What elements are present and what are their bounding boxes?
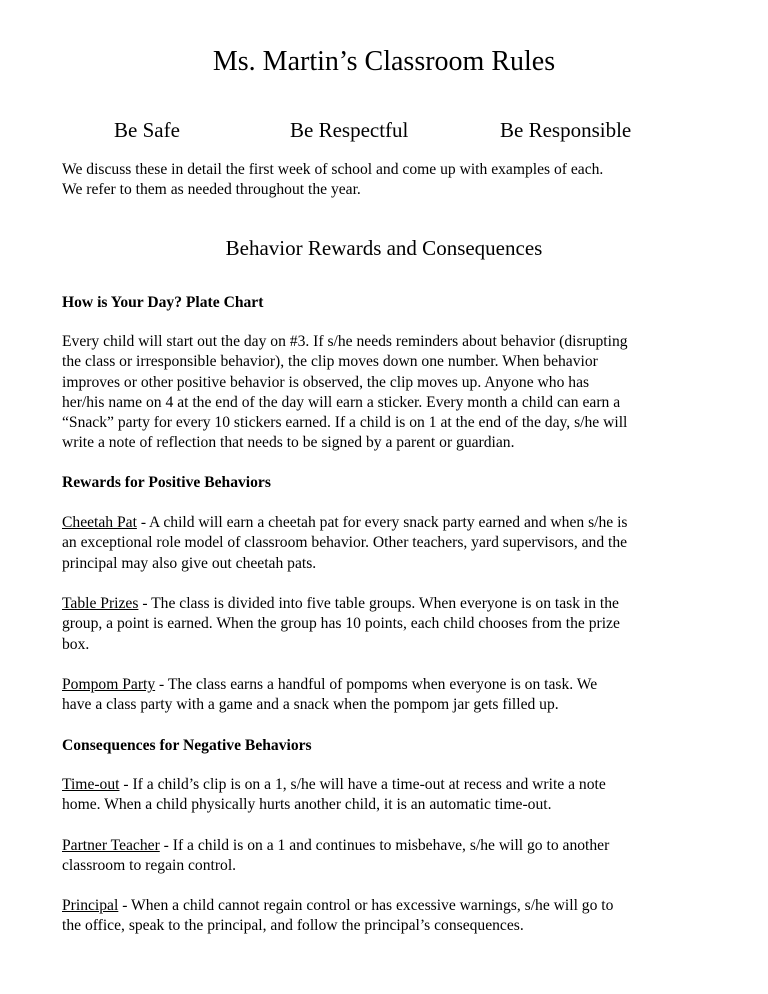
paragraph-line: classroom to regain control.	[62, 857, 237, 875]
plate-chart-heading: How is Your Day? Plate Chart	[62, 294, 264, 311]
section-title: Behavior Rewards and Consequences	[225, 236, 543, 260]
paragraph-line: have a class party with a game and a snack when the pompom jar gets filled up.	[62, 696, 559, 714]
reward-pompom-party	[62, 675, 712, 716]
reward-text: - The class earns a handful of pompoms when everyone is on task. We	[155, 676, 598, 693]
paragraph-line	[62, 675, 712, 695]
rule-be-respectful: Be Respectful	[290, 118, 409, 142]
paragraph-line: write a note of reflection that needs to be signed by a parent or guardian.	[62, 434, 515, 452]
paragraph-line: home. When a child physically hurts another child, it is an automatic time-out.	[62, 796, 552, 814]
paragraph-line: group, a point is earned. When the group has 10 points, each child chooses from the prize	[62, 615, 620, 633]
consequence-partner-teacher	[62, 836, 712, 877]
paragraph-line: “Snack” party for every 10 stickers earned. If a child is on 1 at the end of the day, s/he will	[62, 414, 628, 432]
consequence-term: Principal	[62, 897, 119, 914]
intro-line: We discuss these in detail the first week of school and come up with examples of each.	[62, 161, 604, 178]
paragraph-line: Every child will start out the day on #3. If s/he needs reminders about behavior (disrupting	[62, 333, 628, 350]
paragraph-line	[62, 594, 712, 614]
paragraph-line: box.	[62, 635, 90, 653]
reward-text: - The class is divided into five table groups. When everyone is on task in the	[138, 595, 619, 612]
consequence-time-out	[62, 775, 712, 816]
consequence-text: - If a child is on a 1 and continues to misbehave, s/he will go to another	[159, 837, 610, 854]
paragraph-line	[62, 896, 712, 916]
rule-be-responsible: Be Responsible	[500, 118, 632, 142]
paragraph-line: her/his name on 4 at the end of the day will earn a sticker. Every month a child can earn a	[62, 393, 621, 411]
rules-row	[0, 116, 768, 144]
paragraph-line	[62, 836, 712, 856]
reward-text: - A child will earn a cheetah pat for every snack party earned and when s/he is	[136, 514, 628, 531]
paragraph-line: the office, speak to the principal, and follow the principal’s consequences.	[62, 917, 524, 935]
reward-cheetah-pat	[62, 513, 712, 574]
rewards-heading: Rewards for Positive Behaviors	[62, 474, 271, 491]
reward-table-prizes	[62, 594, 712, 655]
intro-line: We refer to them as needed throughout the year.	[62, 181, 361, 199]
reward-term: Pompom Party	[62, 676, 156, 693]
consequence-text: - If a child’s clip is on a 1, s/he will have a time-out at recess and write a note	[119, 776, 606, 793]
consequence-term: Partner Teacher	[62, 837, 160, 854]
intro-paragraph	[62, 160, 712, 201]
paragraph-line	[62, 775, 712, 795]
paragraph-line	[62, 513, 712, 533]
paragraph-line: an exceptional role model of classroom behavior. Other teachers, yard supervisors, and the	[62, 534, 628, 552]
reward-term: Table Prizes	[62, 595, 139, 612]
plate-chart-paragraph	[62, 332, 712, 454]
consequence-term: Time-out	[62, 776, 120, 793]
consequences-heading: Consequences for Negative Behaviors	[62, 737, 312, 754]
paragraph-line: the class or irresponsible behavior), the clip moves down one number. When behavior	[62, 353, 598, 371]
consequence-text: - When a child cannot regain control or has excessive warnings, s/he will go to	[118, 897, 614, 914]
paragraph-line: improves or other positive behavior is observed, the clip moves up. Anyone who has	[62, 373, 590, 391]
page-title: Ms. Martin’s Classroom Rules	[212, 46, 556, 77]
paragraph-line: principal may also give out cheetah pats.	[62, 554, 317, 572]
reward-term: Cheetah Pat	[62, 514, 137, 531]
rule-be-safe: Be Safe	[114, 118, 180, 142]
consequence-principal	[62, 896, 712, 937]
